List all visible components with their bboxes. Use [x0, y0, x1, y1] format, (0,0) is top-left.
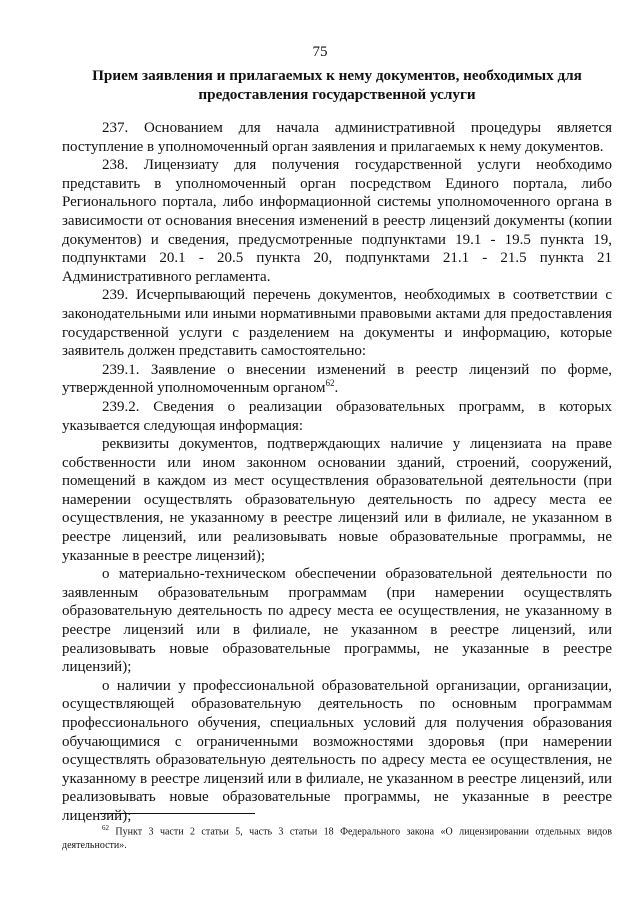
footnote-text: Пункт 3 части 2 статьи 5, часть 3 статьи 18 Федерального закона «О лицензировании отдельных видов деятельности». [62, 826, 612, 852]
footnote-marker: 62 [102, 824, 109, 832]
paragraph-239-1-end: . [334, 380, 339, 397]
paragraph-special-conditions: о наличии у профессиональной образовательной организации, организации, осуществляющей образовательную деятельность по основным программам профессионального обучения, специальных условий для получения образования обучающимися с ограниченными возможностями здоровья (при намерении осуществлять образовательную деятельность по адресу места ее осуществления, не указанному в реестре лицензий или в филиале, не указанном в реестре лицензий, или реализовывать новые образовательные программы, не указанные в реестре лицензий); [62, 677, 612, 824]
paragraph-requisites: реквизиты документов, подтверждающих наличие у лицензиата на праве собственности или ином законном основании зданий, строений, сооружений, помещений в каждом из мест осуществления образовательной деятельности (при намерении осуществлять образовательную деятельность по адресу места ее осуществления, не указанному в реестре лицензий или в филиале, не указанном в реестре лицензий, или реализовывать новые образовательные программы, не указанные в реестре лицензий); [62, 436, 612, 564]
section-title: Прием заявления и прилагаемых к нему документов, необходимых для предоставления государственной услуги [92, 67, 582, 103]
paragraph-material-support: о материально-техническом обеспечении образовательной деятельности по заявленным образовательным программам (при намерении осуществлять образовательную деятельность по адресу места ее осуществления, не указанному в реестре лицензий или в филиале, не указанном в реестре лицензий, или реализовывать новые образовательные программы, не указанные в реестре лицензий); [62, 566, 612, 676]
paragraph-237: 237. Основанием для начала административной процедуры является поступление в уполномоченный орган заявления и прилагаемых к нему документов. [62, 120, 612, 155]
document-body [62, 119, 612, 826]
paragraph-239-1-text: 239.1. Заявление о внесении изменений в реестр лицензий по форме, утвержденной уполномоченным органом [62, 361, 612, 397]
footnote-reference[interactable]: 62 [325, 378, 335, 389]
paragraph-239: 239. Исчерпывающий перечень документов, необходимых в соответствии с законодательными или иными нормативными правовыми актами для предоставления государственной услуги с разделением на документы и информацию, которые заявитель должен представить самостоятельно: [62, 287, 612, 360]
footnote [62, 821, 612, 853]
footnote-divider [100, 813, 255, 814]
paragraph-239-2: 239.2. Сведения о реализации образовательных программ, в которых указывается следующая информация: [62, 398, 612, 434]
page-number: 75 [312, 44, 328, 60]
paragraph-238: 238. Лицензиату для получения государственной услуги необходимо представить в уполномоченный орган посредством Единого портала, либо Регионального портала, либо информационной системы уполномоченного органа в зависимости от основания внесения изменений в реестр лицензий документы (копии документов) и сведения, предусмотренные подпунктами 19.1 - 19.5 пункта 19, подпунктами 20.1 - 20.5 пункта 20, подпунктами 21.1 - 21.5 пункта 21 Административного регламента. [62, 157, 612, 285]
paragraph-239-1 [62, 361, 612, 398]
